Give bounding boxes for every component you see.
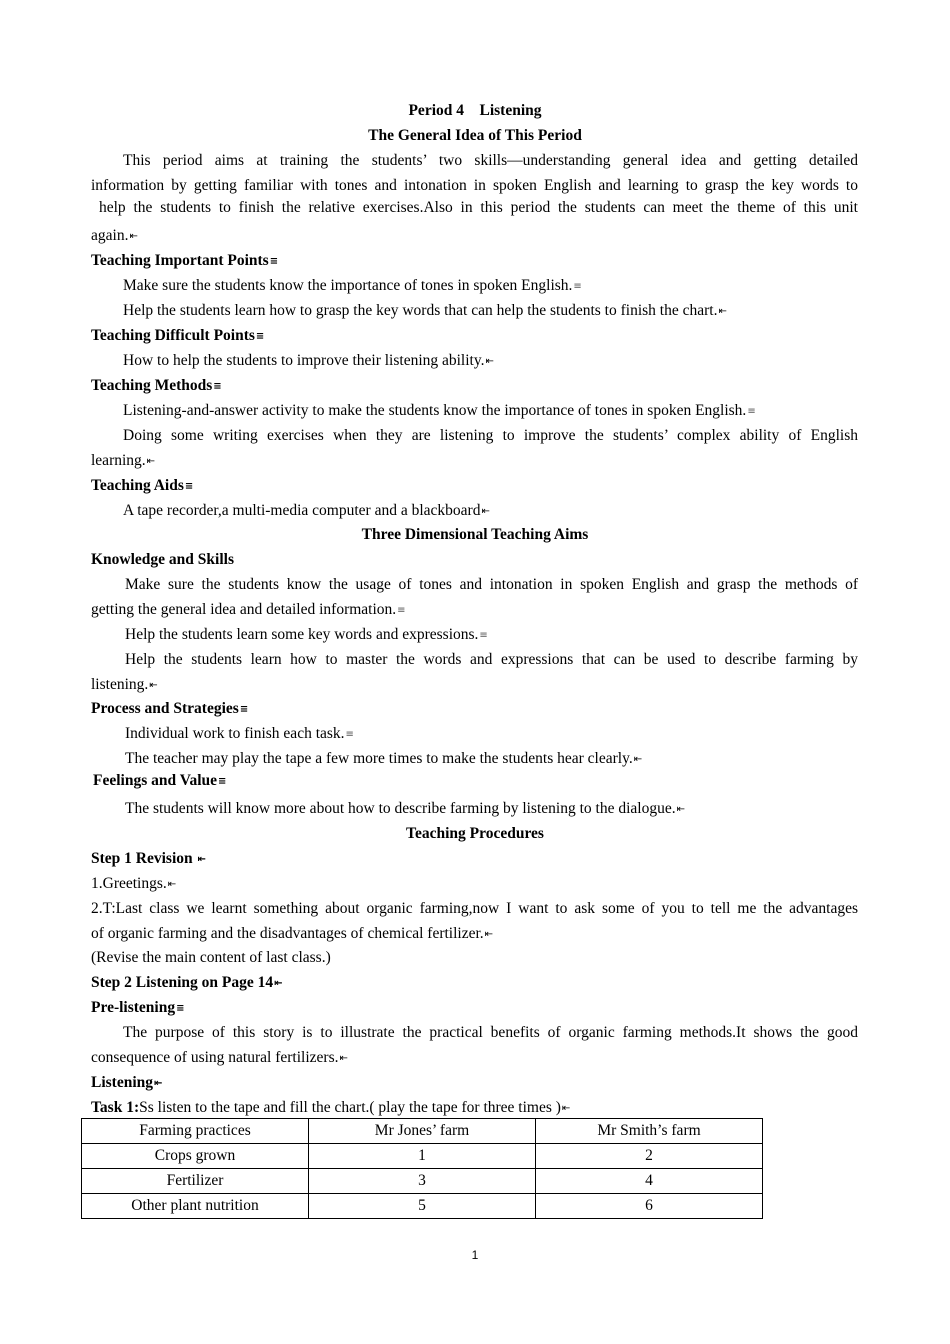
- table-cell: Other plant nutrition: [82, 1194, 309, 1219]
- table-cell: Fertilizer: [82, 1169, 309, 1194]
- table-row: [82, 1144, 763, 1169]
- knowledge-1-line-2: getting the general idea and detailed information.≡: [91, 601, 406, 618]
- step1-note: (Revise the main content of last class.): [91, 949, 331, 966]
- pre-listening-line-2: consequence of using natural fertilizers.⇤: [91, 1049, 348, 1066]
- page-number: 1: [471, 1248, 479, 1262]
- table-cell: 1: [309, 1144, 536, 1169]
- table-header-row: [82, 1119, 763, 1144]
- table-row: [82, 1194, 763, 1219]
- table-cell: 3: [309, 1169, 536, 1194]
- method-1: Listening-and-answer activity to make the students know the importance of tones in spoken English.≡: [123, 402, 756, 419]
- table-cell: 2: [536, 1144, 763, 1169]
- knowledge-3-line-2: listening.⇤: [91, 676, 158, 693]
- task-1-label: Task 1:: [91, 1099, 140, 1116]
- knowledge-3-line-1: Help the students learn how to master the words and expressions that can be used to describe farming by: [125, 651, 858, 668]
- aids-heading: Teaching Aids≡: [91, 477, 194, 494]
- listening-heading: Listening⇤: [91, 1074, 163, 1091]
- table-header-cell: Mr Jones’ farm: [309, 1119, 536, 1144]
- important-point-1: Make sure the students know the importance of tones in spoken English.≡: [123, 277, 582, 294]
- difficult-points-heading: Teaching Difficult Points≡: [91, 327, 265, 344]
- important-points-heading: Teaching Important Points≡: [91, 252, 279, 269]
- procedures-heading: Teaching Procedures: [406, 825, 544, 842]
- pre-listening-line-1: The purpose of this story is to illustrate the practical benefits of organic farming methods.It shows the good: [123, 1024, 858, 1041]
- period-title: Period 4 Listening: [408, 102, 542, 119]
- aids-item: A tape recorder,a multi-media computer and a blackboard⇤: [123, 502, 490, 519]
- methods-heading: Teaching Methods≡: [91, 377, 222, 394]
- farm-chart-table: [81, 1118, 763, 1219]
- table-row: [82, 1169, 763, 1194]
- table-cell: 6: [536, 1194, 763, 1219]
- process-1: Individual work to finish each task.≡: [125, 725, 354, 742]
- feelings-heading: Feelings and Value≡: [93, 772, 227, 789]
- general-idea-line-2: information by getting familiar with tones and intonation in spoken English and learning to grasp the key words to: [91, 177, 858, 194]
- general-idea-line-4: again.⇤: [91, 227, 138, 244]
- aims-heading: Three Dimensional Teaching Aims: [361, 526, 589, 543]
- task-1: Task 1:Ss listen to the tape and fill the chart.( play the tape for three times )⇤: [91, 1099, 571, 1116]
- table-cell: 4: [536, 1169, 763, 1194]
- table-cell: Crops grown: [82, 1144, 309, 1169]
- method-2-line-1: Doing some writing exercises when they are listening to improve the students’ complex ability of English: [123, 427, 858, 444]
- paragraph-mark-icon: ⇤: [129, 231, 138, 242]
- feelings-item: The students will know more about how to describe farming by listening to the dialogue.⇤: [125, 800, 685, 817]
- general-idea-heading: The General Idea of This Period: [368, 127, 582, 144]
- table-cell: 5: [309, 1194, 536, 1219]
- step2-heading: Step 2 Listening on Page 14⇤: [91, 974, 283, 991]
- method-2-line-2: learning.⇤: [91, 452, 156, 469]
- knowledge-heading: Knowledge and Skills: [91, 551, 234, 568]
- general-idea-line-1: This period aims at training the students’ two skills—understanding general idea and getting detailed: [123, 152, 858, 169]
- table-header-cell: Farming practices: [82, 1119, 309, 1144]
- process-heading: Process and Strategies≡: [91, 700, 249, 717]
- pre-listening-heading: Pre-listening≡: [91, 999, 185, 1016]
- table-header-cell: Mr Smith’s farm: [536, 1119, 763, 1144]
- knowledge-1-line-1: Make sure the students know the usage of tones and intonation in spoken English and grasp the methods of: [125, 576, 858, 593]
- important-point-2: Help the students learn how to grasp the key words that can help the students to finish the chart.⇤: [123, 302, 727, 319]
- process-2: The teacher may play the tape a few more times to make the students hear clearly.⇤: [125, 750, 643, 767]
- general-idea-line-3: help the students to finish the relative exercises.Also in this period the students can meet the theme of this unit: [99, 199, 858, 216]
- step1-item-2-line-1: 2.T:Last class we learnt something about organic farming,now I want to ask some of you to tell me the advantages: [91, 900, 858, 917]
- difficult-point-1: How to help the students to improve their listening ability.⇤: [123, 352, 494, 369]
- step1-item-1: 1.Greetings.⇤: [91, 875, 177, 892]
- step1-heading: Step 1 Revision ⇤: [91, 850, 206, 867]
- step1-item-2-line-2: of organic farming and the disadvantages of chemical fertilizer.⇤: [91, 925, 494, 942]
- knowledge-2: Help the students learn some key words and expressions.≡: [125, 626, 488, 643]
